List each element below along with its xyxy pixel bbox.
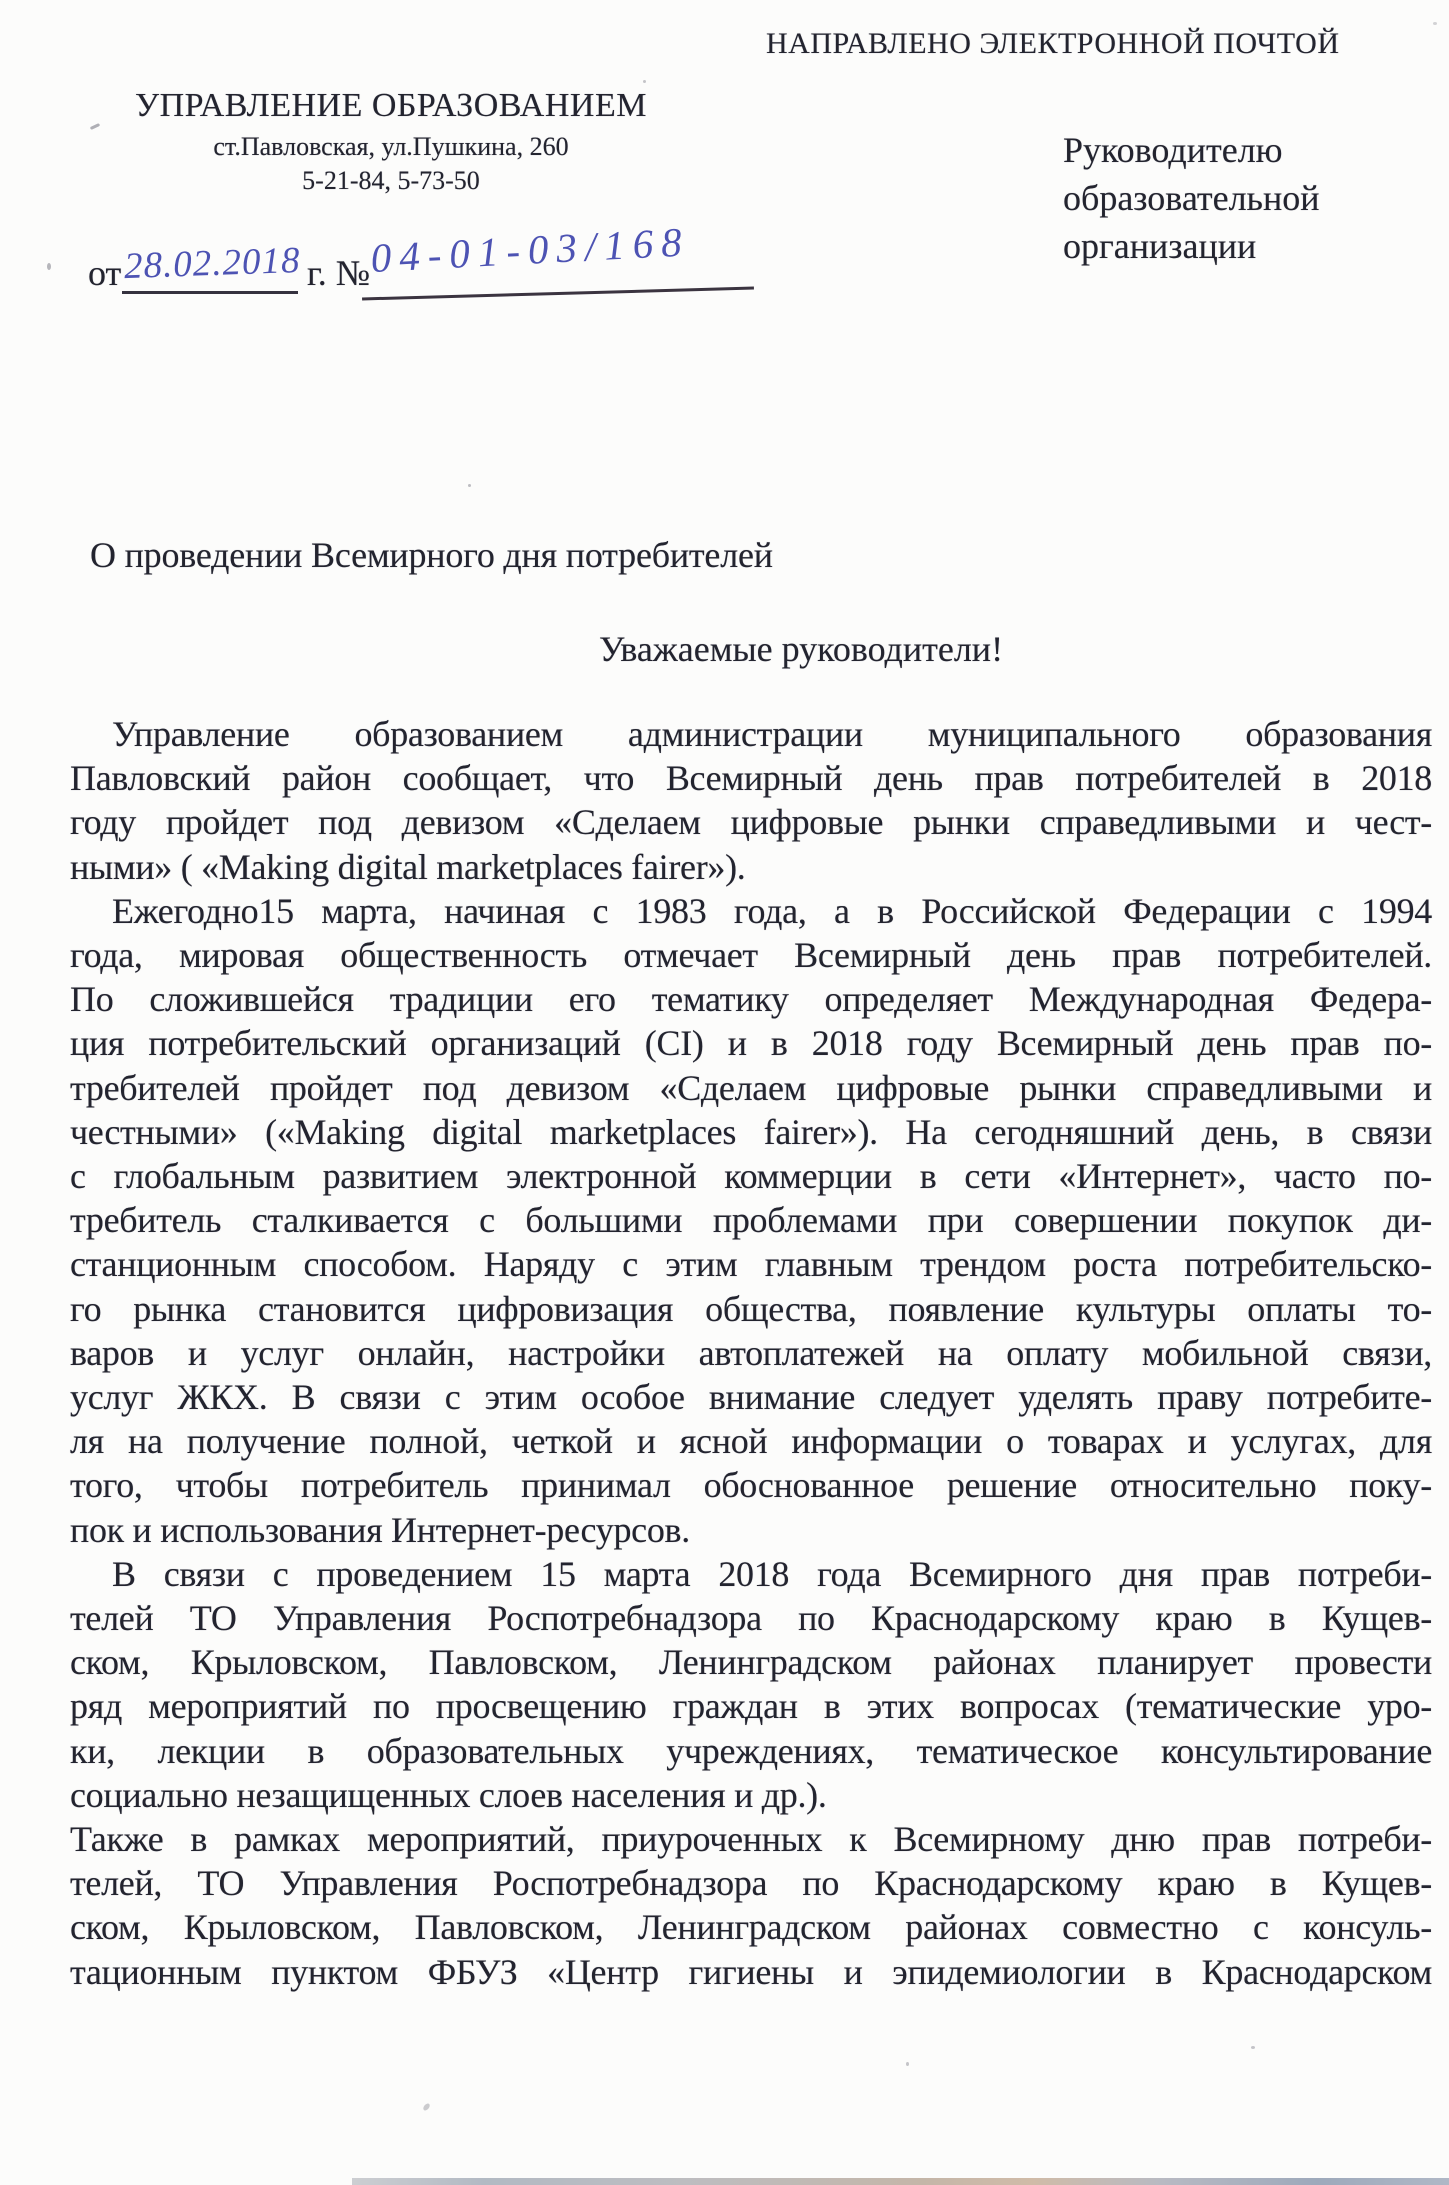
body-line: услуг ЖКХ. В связи с этим особое внимание следует уделять праву потребите-	[70, 1377, 1432, 1418]
body-line: ском, Крыловском, Павловском, Ленинградском районах планирует провести	[70, 1642, 1432, 1683]
body-line: Также в рамках мероприятий, приуроченных к Всемирному дню прав потреби-	[70, 1819, 1432, 1860]
body-line: ными» ( «Making digital marketplaces fairer»).	[70, 846, 746, 887]
body-text	[70, 712, 1432, 1994]
handwritten-date: 28.02.2018	[123, 239, 302, 288]
body-line: года, мировая общественность отмечает Всемирный день прав потребителей.	[70, 935, 1432, 976]
recipient-line: организации	[1063, 226, 1257, 266]
body-line: ция потребительский организаций (CI) и в 2018 году Всемирный день прав по-	[70, 1023, 1432, 1064]
body-line: ля на получение полной, четкой и ясной информации о товарах и услугах, для	[70, 1421, 1432, 1462]
subject-line: О проведении Всемирного дня потребителей	[90, 535, 773, 575]
body-line: ряд мероприятий по просвещению граждан в этих вопросах (тематические уро-	[70, 1686, 1432, 1727]
letterhead	[91, 86, 691, 198]
body-line: пок и использования Интернет-ресурсов.	[70, 1509, 690, 1550]
scan-speck	[1251, 2046, 1255, 2049]
reference-line	[88, 218, 828, 330]
scan-speck	[422, 2102, 431, 2111]
sent-via-email-note: НАПРАВЛЕНО ЭЛЕКТРОННОЙ ПОЧТОЙ	[766, 27, 1340, 60]
body-line: с глобальным развитием электронной коммерции в сети «Интернет», часто по-	[70, 1156, 1432, 1197]
recipient-block	[1063, 126, 1320, 270]
body-line: Ежегодно15 марта, начиная с 1983 года, а в Российской Федерации с 1994	[112, 890, 1432, 931]
body-line: В связи с проведением 15 марта 2018 года Всемирного дня прав потреби-	[112, 1553, 1432, 1594]
scan-speck	[468, 484, 471, 487]
date-suffix-label: г. №	[307, 253, 371, 293]
body-line: ки, лекции в образовательных учреждениях, тематическое консультирование	[70, 1730, 1432, 1771]
body-line: социально незащищенных слоев населения и др.).	[70, 1774, 827, 1815]
body-line: Управление образованием администрации муниципального образования	[112, 714, 1432, 754]
body-line: Павловский район сообщает, что Всемирный день прав потребителей в 2018	[70, 758, 1432, 799]
body-line: году пройдет под девизом «Сделаем цифровые рынки справедливыми и чест-	[70, 802, 1432, 843]
body-line: того, чтобы потребитель принимал обоснованное решение относительно поку-	[70, 1465, 1432, 1506]
scan-speck	[1433, 22, 1437, 25]
body-line: тационным пунктом ФБУЗ «Центр гигиены и эпидемиологии в Краснодарском	[70, 1951, 1432, 1992]
body-line: го рынка становится цифровизация общества, появление культуры оплаты то-	[70, 1288, 1432, 1329]
body-line: По сложившейся традиции его тематику определяет Международная Федера-	[70, 979, 1432, 1020]
body-line: телей, ТО Управления Роспотребнадзора по Краснодарскому краю в Кущев-	[70, 1863, 1432, 1904]
body-line: честными» («Making digital marketplaces fairer»). На сегодняшний день, в связи	[70, 1111, 1432, 1152]
body-line: телей ТО Управления Роспотребнадзора по Краснодарскому краю в Кущев-	[70, 1598, 1432, 1639]
body-line: станционным способом. Наряду с этим главным трендом роста потребительско-	[70, 1244, 1432, 1285]
recipient-line: образовательной	[1063, 178, 1320, 218]
body-line: варов и услуг онлайн, настройки автоплатежей на оплату мобильной связи,	[70, 1332, 1432, 1373]
number-underline	[362, 287, 754, 301]
org-address: ст.Павловская, ул.Пушкина, 260	[213, 132, 569, 161]
recipient-line: Руководителю	[1063, 130, 1283, 170]
handwritten-number: 04-01-03/168	[369, 218, 691, 282]
scan-speck	[643, 80, 646, 83]
org-phones: 5-21-84, 5-73-50	[302, 166, 480, 195]
body-line: ском, Крыловском, Павловском, Ленинградском районах совместно с консуль-	[70, 1907, 1432, 1948]
org-name: УПРАВЛЕНИЕ ОБРАЗОВАНИЕМ	[135, 87, 647, 124]
scan-speck	[906, 2062, 909, 2066]
date-underline	[122, 291, 298, 294]
scan-speck	[47, 263, 51, 270]
from-label: от	[88, 253, 122, 293]
body-line: требителей пройдет под девизом «Сделаем цифровые рынки справедливыми и	[70, 1067, 1432, 1108]
body-line: требитель сталкивается с большими проблемами при совершении покупок ди-	[70, 1200, 1432, 1241]
scan-edge-artifact	[352, 2178, 1449, 2185]
salutation: Уважаемые руководители!	[598, 629, 1004, 669]
